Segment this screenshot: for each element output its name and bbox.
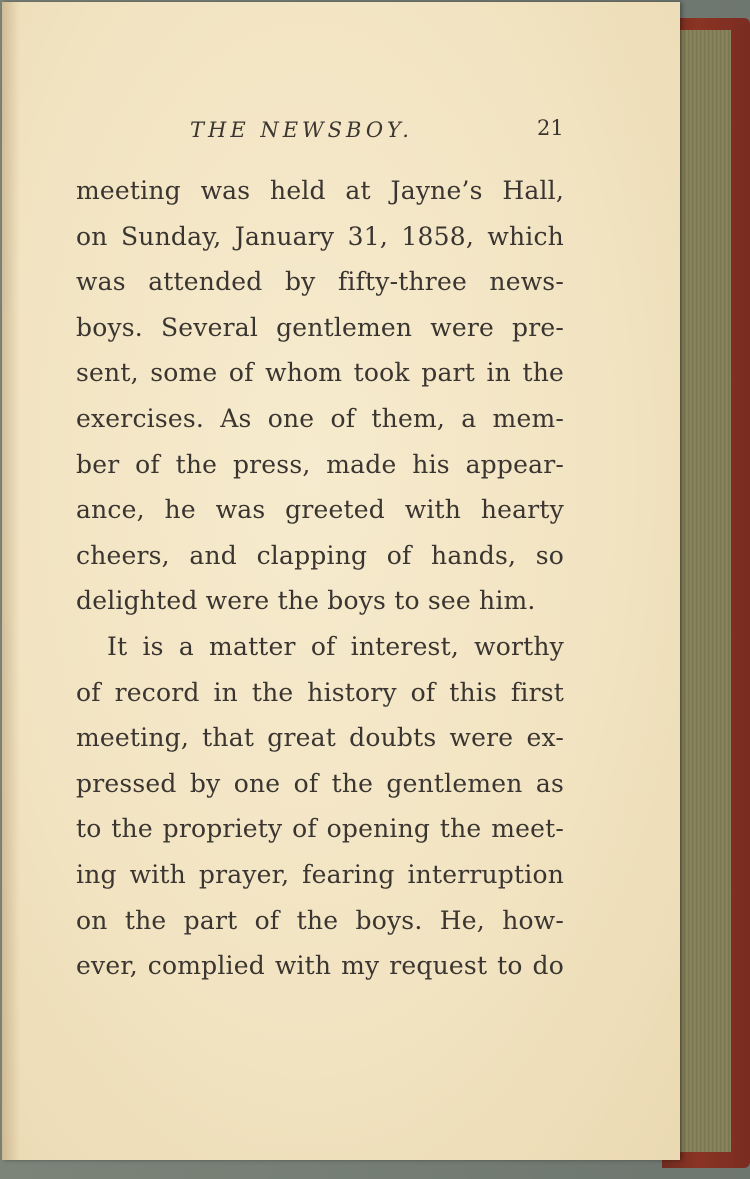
paragraph-first-line: It is a matter of interest, worthy — [107, 631, 564, 661]
body-text — [76, 168, 564, 989]
text-line: meeting, that great doubts were ex- — [76, 723, 564, 753]
book-page — [2, 2, 680, 1160]
text-line: of record in the history of this first — [76, 677, 564, 707]
text-line: ever, complied with my request to do — [76, 951, 564, 981]
text-line: on the part of the boys. He, how- — [76, 905, 564, 935]
text-line: boys. Several gentlemen were pre- — [76, 312, 564, 342]
text-line: ance, he was greeted with hearty — [76, 495, 564, 525]
text-line: sent, some of whom took part in the — [76, 358, 564, 388]
text-line: was attended by fifty-three news- — [76, 267, 564, 297]
text-line: to the propriety of opening the meet- — [76, 814, 564, 844]
text-line: cheers, and clapping of hands, so — [76, 540, 564, 570]
running-head-title: THE NEWSBOY. — [190, 118, 413, 142]
text-line: exercises. As one of them, a mem- — [76, 403, 564, 433]
page-number: 21 — [537, 116, 564, 140]
text-line: delighted were the boys to see him. — [76, 586, 536, 616]
text-line: pressed by one of the gentlemen as — [76, 768, 564, 798]
text-line: ing with prayer, fearing interruption — [76, 859, 564, 889]
text-line: on Sunday, January 31, 1858, which — [76, 221, 564, 251]
running-head — [2, 114, 680, 144]
text-line: meeting was held at Jayne’s Hall, — [76, 176, 564, 205]
text-line: ber of the press, made his appear- — [76, 449, 564, 479]
